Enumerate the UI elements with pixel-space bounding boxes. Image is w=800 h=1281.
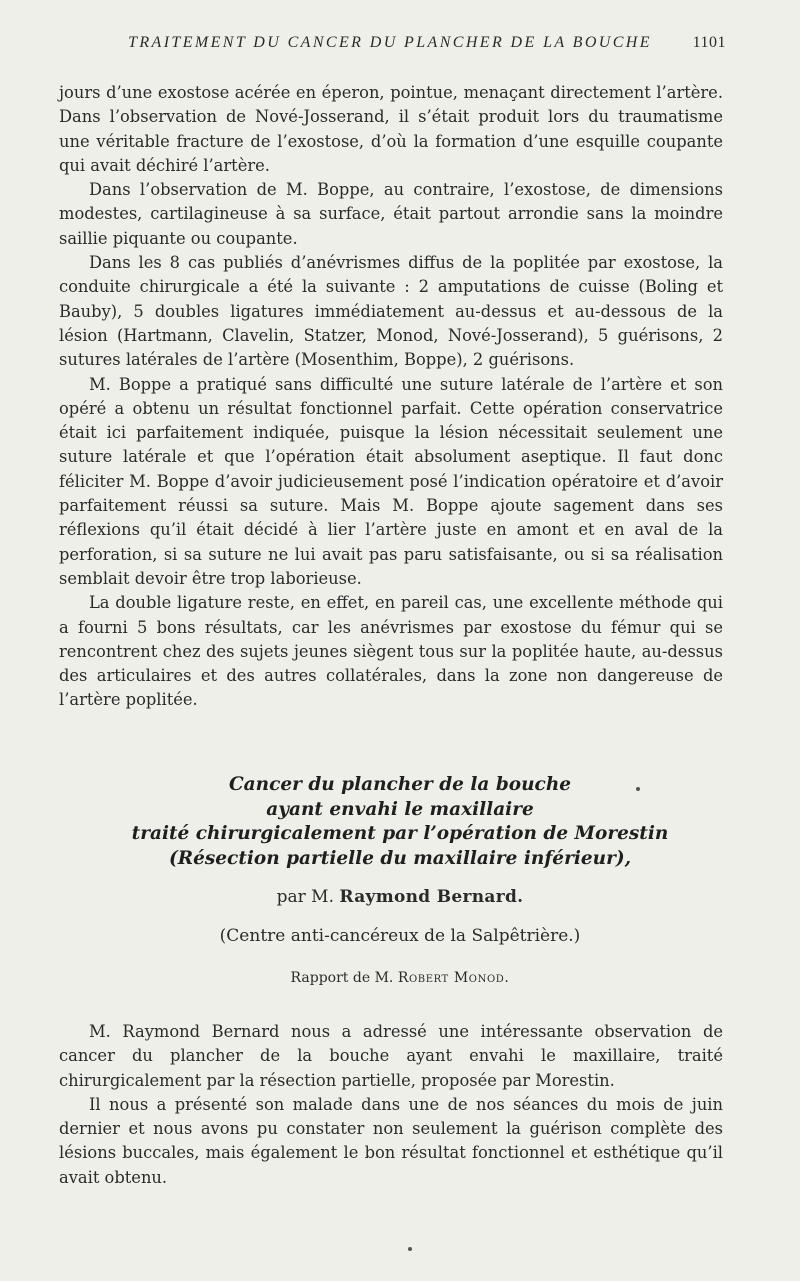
speck-mark [408,1247,412,1251]
article-title-line: (Résection partielle du maxillaire inférieur), [168,847,632,869]
paragraph: M. Raymond Bernard nous a adressé une intéressante observation de cancer du plancher de la bouche ayant envahi le maxillaire, traité chirurgicalement par la résection partielle, proposée par Morestin. [59,1022,723,1090]
report-prefix: Rapport de M. [290,970,394,986]
paragraph: Dans l’observation de M. Boppe, au contraire, l’exostose, de dimensions modestes, cartilagineuse à sa surface, était partout arrondie sans la moindre saillie piquante ou coupante. [59,180,723,248]
page-number: 1101 [692,34,726,51]
affiliation: (Centre anti-cancéreux de la Salpêtrière.) [219,926,581,946]
report-line [60,970,740,986]
byline [60,887,740,907]
running-head [60,34,726,52]
paragraph: jours d’une exostose acérée en éperon, pointue, menaçant directement l’artère. Dans l’observation de Nové-Josserand, il s’était produit lors du traumatisme une véritable fracture de l’exostose, d’où la formation d’une esquille coupante qui avait déchiré l’artère. [59,83,723,175]
paragraph: Dans les 8 cas publiés d’anévrismes diffus de la poplitée par exostose, la conduite chirurgicale a été la suivante : 2 amputations de cuisse (Boling et Bauby), 5 doubles ligatures immédiatement au-dessus et au-dessous de la lésion (Hartmann, Clavelin, Statzer, Monod, Nové-Josserand), 5 guérisons, 2 sutures latérales de l’artère (Mosenthim, Boppe), 2 guérisons. [59,253,723,370]
body-text-block-1 [59,81,723,713]
paragraph: M. Boppe a pratiqué sans difficulté une suture latérale de l’artère et son opéré a obtenu un résultat fonctionnel parfait. Cette opération conservatrice était ici parfaitement indiquée, puisque la lésion nécessitait seulement une suture latérale et que l’opération était absolument aseptique. Il faut donc féliciter M. Boppe d’avoir judicieusement posé l’indication opératoire et d’avoir parfaitement réussi sa suture. Mais M. Boppe ajoute sagement dans ses réflexions qu’il était décidé à lier l’artère juste en amont et en aval de la perforation, si sa suture ne lui avait pas paru satisfaisante, ou si sa réalisation semblait devoir être trop laborieuse. [59,374,723,588]
body-text-block-2 [59,1020,723,1190]
article-title-line: ayant envahi le maxillaire [266,798,534,820]
byline-prefix: par M. [276,887,334,907]
speck-mark [636,787,640,791]
paragraph: Il nous a présenté son malade dans une de nos séances du mois de juin dernier et nous avons pu constater non seulement la guérison complète des lésions buccales, mais également le bon résultat fonctionnel et esthétique qu’il avait obtenu. [59,1094,723,1187]
paragraph: La double ligature reste, en effet, en pareil cas, une excellente méthode qui a fourni 5 bons résultats, car les anévrismes par exostose du fémur qui se rencontrent chez des sujets jeunes siègent tous sur la poplitée haute, au-dessus des articulaires et des autres collatérales, dans la zone non dangereuse de l’artère poplitée. [59,593,723,710]
author-name: Raymond Bernard. [339,887,524,907]
running-head-title: TRAITEMENT DU CANCER DU PLANCHER DE LA BOUCHE [128,34,652,51]
article-title-line: Cancer du plancher de la bouche [228,774,572,795]
article-title-line: traité chirurgicalement par l’opération de Morestin [131,823,669,844]
report-author: Robert Monod. [397,970,510,986]
